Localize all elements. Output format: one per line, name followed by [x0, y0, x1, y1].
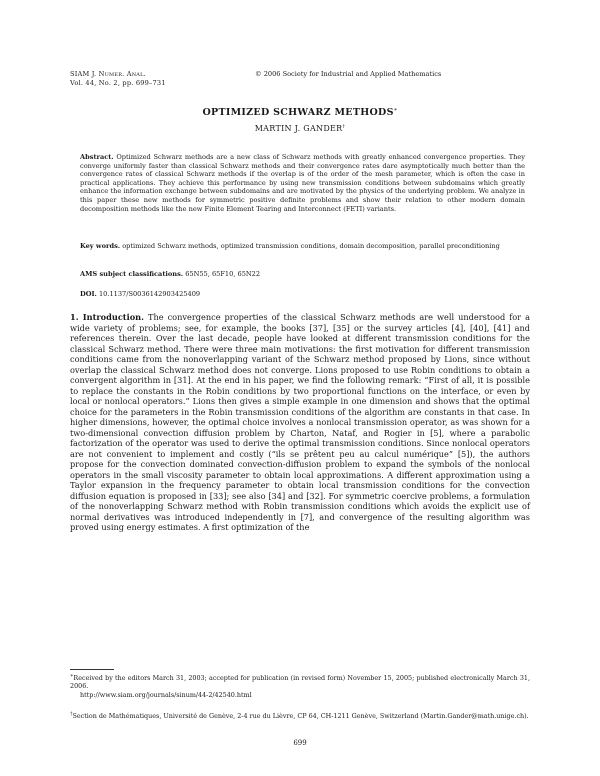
section-heading: 1. Introduction. [70, 312, 144, 322]
doi-label: DOI. [80, 290, 97, 298]
footnote-1-mark: ∗ [70, 672, 74, 679]
journal-volume: Vol. 44, No. 2, pp. 699–731 [70, 79, 166, 87]
keywords-text: optimized Schwarz methods, optimized transmission conditions, domain decomposition, parallel preconditioning [122, 242, 500, 250]
footnote-1-text: Received by the editors March 31, 2003; accepted for publication (in revised form) November 15, 2005; published electronically March 31, 2006. [70, 674, 530, 691]
journal-name: SIAM J. Numer. Anal. [70, 70, 146, 78]
ams-classification [80, 270, 525, 279]
title-text: OPTIMIZED SCHWARZ METHODS [202, 107, 394, 118]
author-name: MARTIN J. GANDER [254, 124, 343, 133]
keywords [80, 242, 525, 251]
footnote-rule [70, 669, 114, 670]
footnote-1-url[interactable]: http://www.siam.org/journals/sinum/44-2/42540.html [80, 690, 252, 699]
doi [80, 290, 525, 299]
ams-text: 65N55, 65F10, 65N22 [185, 270, 261, 278]
footnote-received [70, 674, 530, 699]
author-footnote-mark: † [342, 123, 346, 130]
footnote-affiliation [70, 712, 530, 720]
keywords-label: Key words. [80, 242, 121, 250]
footnote-2-text: Section de Mathématiques, Université de Genève, 2-4 rue du Lièvre, CP 64, CH-1211 Genève, Switzerland (Martin.Gander@math.unige.ch). [72, 712, 529, 720]
ams-label: AMS subject classifications. [80, 270, 184, 278]
abstract [80, 153, 525, 213]
author-line [0, 124, 600, 133]
introduction-text: The convergence properties of the classical Schwarz methods are well understood for a wide variety of problems; see, for example, the books [37], [35] or the survey articles [4], [40], [41] and references therein. Over the last decade, people have looked at different transmission conditions for the classical Schwarz method. There were three main motivations: the first motivation for different transmission conditions came from the nonoverlapping variant of the Schwarz method proposed by Lions, since without overlap the classical Schwarz method does not converge. Lions proposed to use Robin conditions to obtain a convergent algorithm in [31]. At the end in his paper, we find the following remark: “First of all, it is possible to replace the constants in the Robin conditions by two proportional functions on the interface, or even by local or nonlocal operators.” Lions then gives a simple example in one dimension and shows that the optimal choice for the parameters in the Robin transmission conditions of the algorithm are constants in that case. In higher dimensions, however, the optimal choice involves a nonlocal transmission operator, as was shown for a two-dimensional convection diffusion problem by Charton, Nataf, and Rogier in [5], where a parabolic factorization of the operator was used to derive the optimal transmission conditions. Since nonlocal operators are not convenient to implement and costly (“ils se prêtent peu au calcul numérique” [5]), the authors propose for the convection dominated convection-diffusion problem to expand the symbols of the nonlocal operators in the small viscosity parameter to obtain local approximations. A different approximation using a Taylor expansion in the frequency parameter to obtain local transmission conditions for the convection diffusion equation is proposed in [33]; see also [34] and [32]. For symmetric coercive problems, a formulation of the nonoverlapping Schwarz method with Robin transmission conditions which avoids the explicit use of normal derivatives was introduced independently in [7], and convergence of the resulting algorithm was proved using energy estimates. A first optimization of the [70, 312, 530, 532]
abstract-text: Optimized Schwarz methods are a new class of Schwarz methods with greatly enhanced convergence properties. They converge uniformly faster than classical Schwarz methods and their convergence rates dare asymptotically much better than the convergence rates of classical Schwarz methods if the overlap is of the order of the mesh parameter, which is often the case in practical applications. They achieve this performance by using new transmission conditions between subdomains which greatly enhance the information exchange between subdomains and are motivated by the physics of the underlying problem. We analyze in this paper these new methods for symmetric positive definite problems and show their relation to other modern domain decomposition methods like the new Finite Element Tearing and Interconnect (FETI) variants. [80, 153, 525, 213]
title-footnote-mark: ∗ [393, 106, 398, 113]
paper-title [0, 107, 600, 118]
doi-text: 10.1137/S0036142903425409 [98, 290, 201, 298]
page-number: 699 [293, 739, 307, 747]
copyright-notice: © 2006 Society for Industrial and Applied Mathematics [255, 70, 442, 78]
journal-header [70, 70, 166, 88]
footnote-2-mark: † [70, 710, 73, 717]
introduction-section [70, 312, 530, 533]
abstract-label: Abstract. [80, 153, 114, 161]
